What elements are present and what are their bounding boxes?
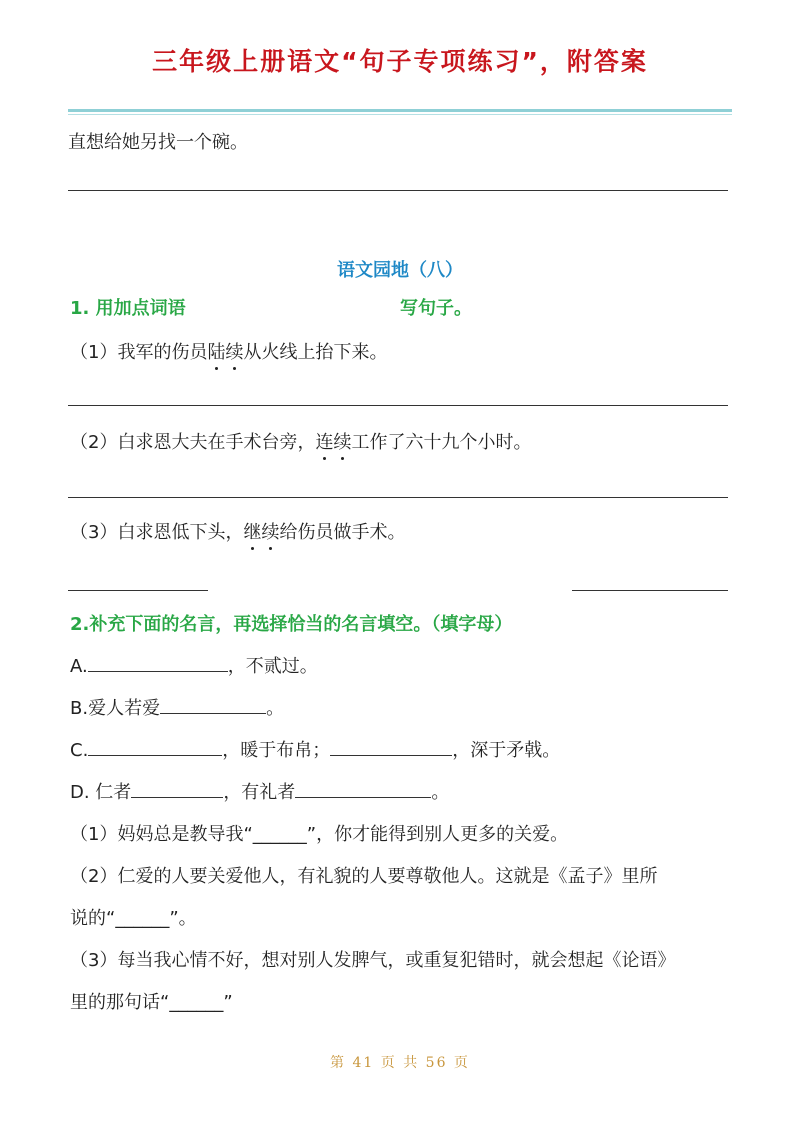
option-label: D. 仁者 bbox=[70, 782, 132, 803]
fill-question-2-line-2 bbox=[70, 904, 197, 930]
question-text: 里的那句话“ bbox=[70, 992, 170, 1013]
question-text: （1）妈妈总是教导我“ bbox=[70, 824, 253, 845]
option-text: 。 bbox=[266, 698, 285, 719]
header-divider bbox=[68, 109, 732, 112]
option-label: B.爱人若爱 bbox=[70, 698, 161, 719]
item-suffix: 工作了六十九个小时。 bbox=[351, 432, 532, 453]
fill-blank[interactable] bbox=[160, 695, 266, 714]
option-text: ，暖于布帛； bbox=[222, 740, 331, 761]
dotted-char: 陆 bbox=[207, 338, 225, 364]
carryover-text: 直想给她另找一个碗。 bbox=[68, 132, 248, 153]
fill-blank[interactable] bbox=[330, 737, 452, 756]
fill-question-3-line-2 bbox=[70, 988, 233, 1014]
question-text: ”，你才能得到别人更多的关爱。 bbox=[306, 824, 569, 845]
option-label: C. bbox=[70, 740, 89, 761]
fill-question-3-line-1: （3）每当我心情不好，想对别人发脾气，或重复犯错时，就会想起《论语》 bbox=[70, 950, 676, 971]
answer-line[interactable] bbox=[572, 590, 728, 591]
answer-line[interactable] bbox=[68, 190, 728, 191]
fill-blank[interactable] bbox=[295, 779, 431, 798]
question-1-heading: 1. 用加点词语 bbox=[70, 298, 186, 319]
proverb-option-a bbox=[70, 652, 318, 678]
fill-question-2-line-1: （2）仁爱的人要关爱他人，有礼貌的人要尊敬他人。这就是《孟子》里所 bbox=[70, 866, 658, 887]
answer-line[interactable] bbox=[68, 590, 208, 591]
option-text: ，有礼者 bbox=[223, 782, 296, 803]
item-suffix: 从火线上抬下来。 bbox=[243, 342, 388, 363]
section-title: 语文园地（八） bbox=[337, 260, 463, 281]
fill-blank[interactable]: ______ bbox=[115, 908, 170, 929]
question-text: 说的“ bbox=[70, 908, 116, 929]
option-text: 。 bbox=[431, 782, 450, 803]
fill-blank[interactable] bbox=[88, 653, 228, 672]
dotted-char: 继 bbox=[243, 518, 261, 544]
question-1-heading-end: 写句子。 bbox=[400, 298, 472, 319]
dotted-char: 续 bbox=[261, 518, 279, 544]
header-divider-thin bbox=[68, 114, 732, 115]
fill-blank[interactable] bbox=[131, 779, 223, 798]
fill-blank[interactable]: ______ bbox=[169, 992, 224, 1013]
page-title: 三年级上册语文“句子专项练习”，附答案 bbox=[152, 47, 648, 76]
question-1-item-2 bbox=[70, 428, 531, 454]
proverb-option-c bbox=[70, 736, 560, 762]
dotted-char: 续 bbox=[225, 338, 243, 364]
answer-line[interactable] bbox=[68, 497, 728, 498]
question-1-item-3 bbox=[70, 518, 405, 544]
proverb-option-b bbox=[70, 694, 284, 720]
page-number: 第 41 页 共 56 页 bbox=[330, 1055, 470, 1071]
question-1-item-1 bbox=[70, 338, 387, 364]
item-prefix: （1）我军的伤员 bbox=[70, 342, 208, 363]
dotted-char: 续 bbox=[333, 428, 351, 454]
question-text: ” bbox=[223, 992, 233, 1013]
item-prefix: （3）白求恩低下头， bbox=[70, 522, 244, 543]
option-text: ，不贰过。 bbox=[227, 656, 318, 677]
option-label: A. bbox=[70, 656, 88, 677]
fill-blank[interactable] bbox=[88, 737, 222, 756]
question-2-heading: 2.补充下面的名言，再选择恰当的名言填空。（填字母） bbox=[70, 614, 513, 635]
dotted-char: 连 bbox=[315, 428, 333, 454]
item-suffix: 给伤员做手术。 bbox=[279, 522, 406, 543]
question-text: ”。 bbox=[169, 908, 197, 929]
fill-blank[interactable]: ______ bbox=[252, 824, 307, 845]
answer-line[interactable] bbox=[68, 405, 728, 406]
fill-question-1 bbox=[70, 820, 568, 846]
option-text: ，深于矛戟。 bbox=[452, 740, 561, 761]
item-prefix: （2）白求恩大夫在手术台旁， bbox=[70, 432, 316, 453]
proverb-option-d bbox=[70, 778, 449, 804]
